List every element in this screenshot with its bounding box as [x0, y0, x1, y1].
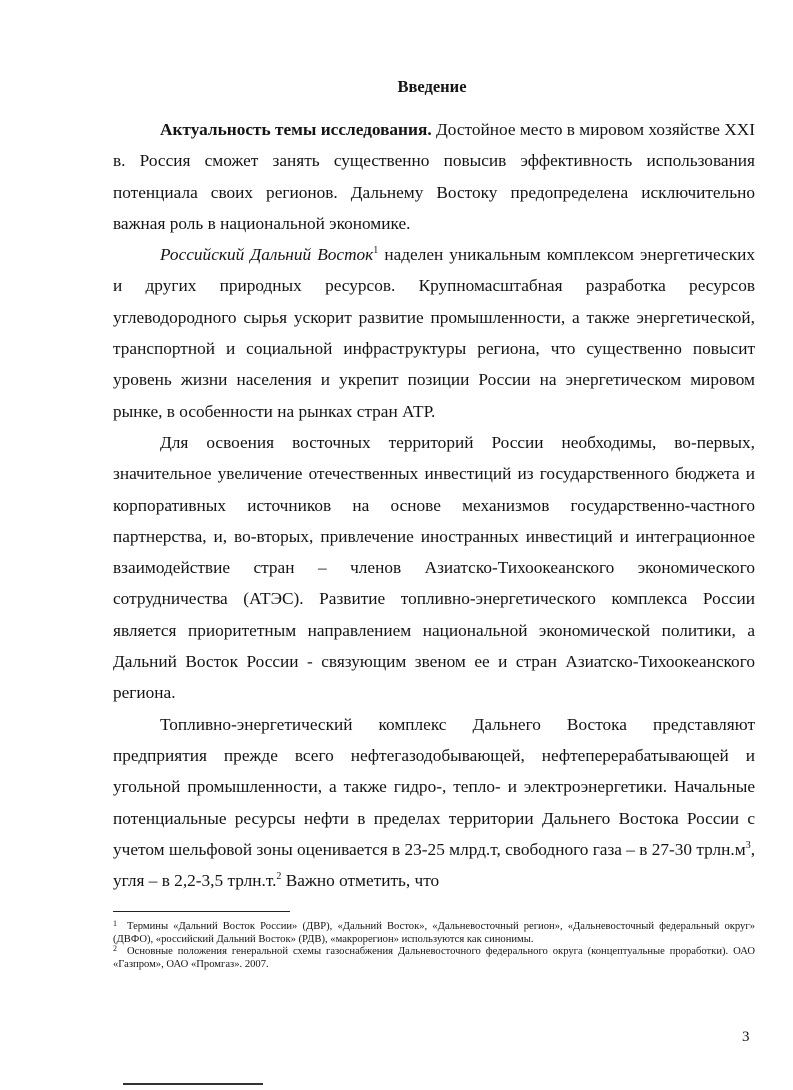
footnote-text: Основные положения генеральной схемы газоснабжения Дальневосточного федерального округа (концептуальные проработки). ОАО «Газпром», ОАО «Промгаз». 2007. [113, 946, 755, 970]
footnote-2 [113, 946, 755, 971]
paragraph-text: наделен уникальным комплексом энергетических и других природных ресурсов. Крупномасштабная разработка ресурсов углеводородного сырья ускорит развитие промышленности, а также энергетической, транспортной и социальной инфраструктуры региона, что существенно повысит уровень жизни населения и укрепит позиции России на энергетическом мировом рынке, в особенности на рынках стран АТР. [113, 245, 755, 421]
paragraph-fuel-complex [113, 709, 755, 897]
paragraph-far-east [113, 239, 755, 427]
footnotes [113, 921, 755, 971]
page-number: 3 [742, 1029, 750, 1045]
paragraph-text: Для освоения восточных территорий России необходимы, во-первых, значительное увеличение отечественных инвестиций из государственного бюджета и корпоративных источников на основе механизмов государственно-частного партнерства, и, во-вторых, привлечение иностранных инвестиций и интеграционное взаимодействие стран – членов Азиатско-Тихоокеанского экономического сотрудничества (АТЭС). Развитие топливно-энергетического комплекса России является приоритетным направлением национальной экономической политики, а Дальний Восток России - связующим звеном ее и стран Азиатско-Тихоокеанского региона. [113, 432, 755, 703]
paragraph-text: , угля – в 2,2-3,5 трлн.т. [113, 839, 756, 891]
scan-artifact-line [123, 1083, 263, 1085]
footnote-1 [113, 921, 755, 946]
footnote-ref-2[interactable]: 2 [276, 871, 282, 883]
unit-superscript: 3 [745, 839, 751, 851]
footnote-text: Термины «Дальний Восток России» (ДВР), «Дальний Восток», «Дальневосточный регион», «Дальневосточный федеральный округ» (ДВФО), «российский Дальний Восток» (РДВ), «макрорегион» используются как синонимы. [113, 921, 755, 945]
footnote-mark: 2 [113, 944, 117, 954]
body-text [113, 114, 755, 896]
paragraph-relevance [113, 114, 755, 239]
relevance-heading: Актуальность темы исследования. [160, 120, 432, 139]
footnote-mark: 1 [113, 919, 117, 928]
page-title: Введение [397, 77, 467, 96]
footnote-divider [113, 911, 290, 912]
paragraph-text: Важно отметить, что [281, 871, 440, 891]
italic-term: Российский Дальний Восток [160, 245, 374, 265]
paragraph-development [113, 427, 755, 709]
paragraph-text: Топливно-энергетический комплекс Дальнего Востока представляют предприятия прежде всего нефтегазодобывающей, нефтеперерабатывающей и угольной промышленности, а также гидро-, тепло- и электроэнергетики. Начальные потенциальные ресурсы нефти в пределах территории Дальнего Востока России с учетом шельфовой зоны оценивается в 23-25 млрд.т, свободного газа – в 27-30 трлн.м [113, 714, 755, 859]
paragraph-text: Достойное место в мировом хозяйстве XXI в. Россия сможет занять существенно повысив эффективность использования потенциала своих регионов. Дальнему Востоку предопределена исключительно важная роль в национальной экономике. [113, 120, 755, 233]
footnote-ref-1[interactable]: 1 [373, 245, 379, 257]
